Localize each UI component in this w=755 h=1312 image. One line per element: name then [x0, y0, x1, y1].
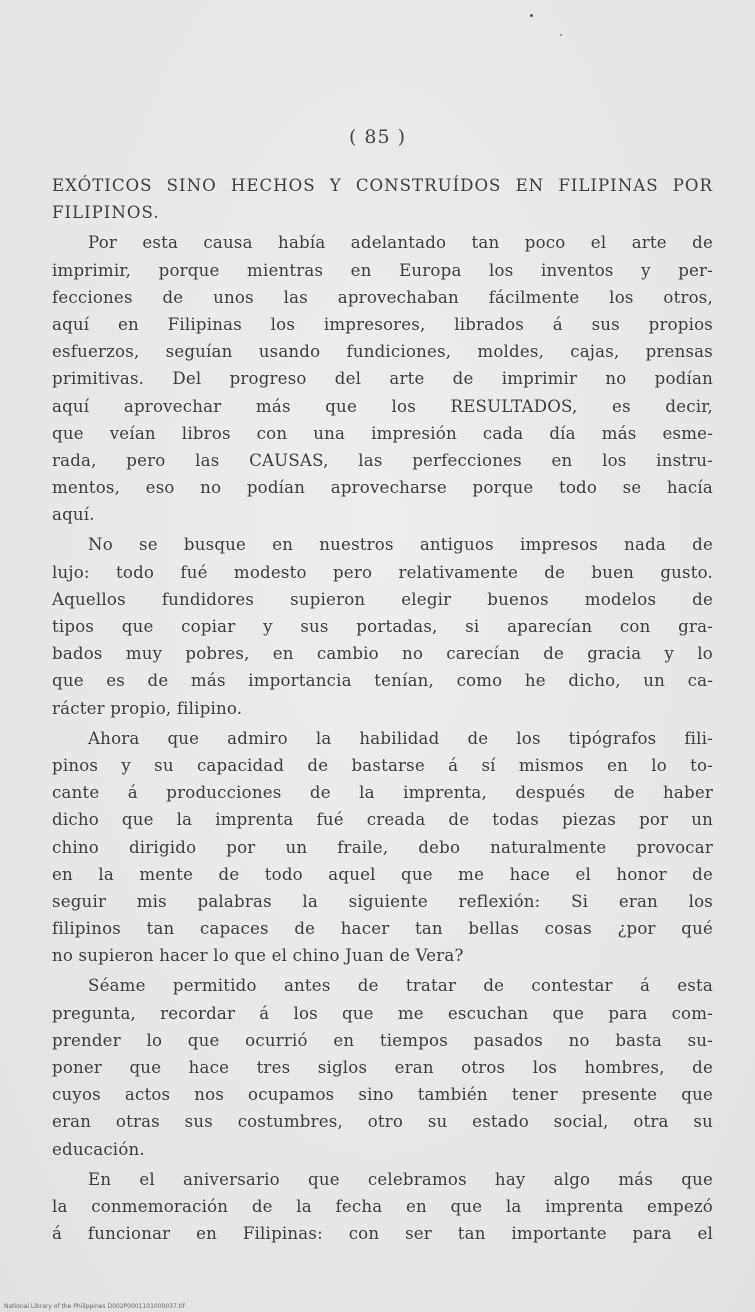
text-line: esfuerzos, seguían usando fundiciones, moldes, cajas, prensas	[52, 342, 713, 362]
text-line: educación.	[52, 1139, 145, 1159]
text-line: fecciones de unos las aprovechaban fácilmente los otros,	[52, 287, 713, 307]
text-line: cante á producciones de la imprenta, después de haber	[52, 783, 713, 803]
text-line: eran otras sus costumbres, otro su estado social, otra su	[52, 1112, 713, 1132]
text-line: imprimir, porque mientras en Europa los inventos y per-	[52, 260, 713, 280]
text-line: seguir mis palabras la siguiente reflexión: Si eran los	[52, 891, 713, 911]
text-line: chino dirigido por un fraile, debo naturalmente provocar	[52, 837, 713, 857]
text-line: mentos, eso no podían aprovecharse porque todo se hacía	[52, 478, 713, 498]
text-line: á funcionar en Filipinas: con ser tan importante para el	[52, 1224, 713, 1244]
text-line: filipinos tan capaces de hacer tan bellas cosas ¿por qué	[52, 919, 713, 939]
text-line: lujo: todo fué modesto pero relativamente de buen gusto.	[52, 562, 713, 582]
text-line: FILIPINOS.	[52, 203, 160, 223]
text-line: dicho que la imprenta fué creada de todas piezas por un	[52, 810, 713, 830]
text-line: Aquellos fundidores supieron elegir buenos modelos de	[52, 589, 713, 609]
text-line: Ahora que admiro la habilidad de los tipógrafos fili-	[88, 728, 713, 748]
text-line: tipos que copiar y sus portadas, si aparecían con gra-	[52, 617, 713, 636]
text-line: En el aniversario que celebramos hay algo más que	[88, 1169, 713, 1189]
text-line: que es de más importancia tenían, como he dicho, un ca-	[52, 671, 713, 691]
text-line: rada, pero las CAUSAS, las perfecciones en los instru-	[52, 450, 713, 470]
text-line: Séame permitido antes de tratar de contestar á esta	[88, 976, 713, 996]
text-line: poner que hace tres siglos eran otros los hombres, de	[52, 1058, 713, 1077]
text-line: rácter propio, filipino.	[52, 698, 243, 718]
text-line: primitivas. Del progreso del arte de imprimir no podían	[52, 369, 713, 389]
text-line: Por esta causa había adelantado tan poco el arte de	[88, 233, 713, 253]
page-number: ( 85 )	[348, 126, 407, 148]
text-line: aquí en Filipinas los impresores, librados á sus propios	[52, 314, 713, 334]
text-line: cuyos actos nos ocupamos sino también tener presente que	[52, 1085, 713, 1105]
text-line: pregunta, recordar á los que me escuchan que para com-	[52, 1003, 713, 1023]
text-line: la conmemoración de la fecha en que la imprenta empezó	[52, 1196, 713, 1216]
text-line: No se busque en nuestros antiguos impresos nada de	[88, 535, 713, 555]
text-line: aquí.	[52, 505, 95, 525]
text-line: que veían libros con una impresión cada día más esme-	[52, 423, 713, 443]
text-line: bados muy pobres, en cambio no carecían de gracia y lo	[52, 644, 713, 664]
text-line: aquí aprovechar más que los RESULTADOS, es decir,	[52, 396, 713, 416]
ink-speck	[530, 14, 533, 17]
ink-speck	[560, 34, 562, 36]
text-line: prender lo que ocurrió en tiempos pasados no basta su-	[52, 1030, 713, 1050]
text-line: no supieron hacer lo que el chino Juan de Vera?	[52, 946, 464, 966]
text-line: en la mente de todo aquel que me hace el honor de	[52, 864, 713, 884]
scan-footer: National Library of the Philippines D002P0001101000037.tif	[4, 1303, 185, 1310]
body-text	[52, 172, 713, 1247]
text-line: EXÓTICOS SINO HECHOS Y CONSTRUÍDOS EN FILIPINAS POR	[52, 176, 713, 195]
text-line: pinos y su capacidad de bastarse á sí mismos en lo to-	[52, 755, 713, 775]
